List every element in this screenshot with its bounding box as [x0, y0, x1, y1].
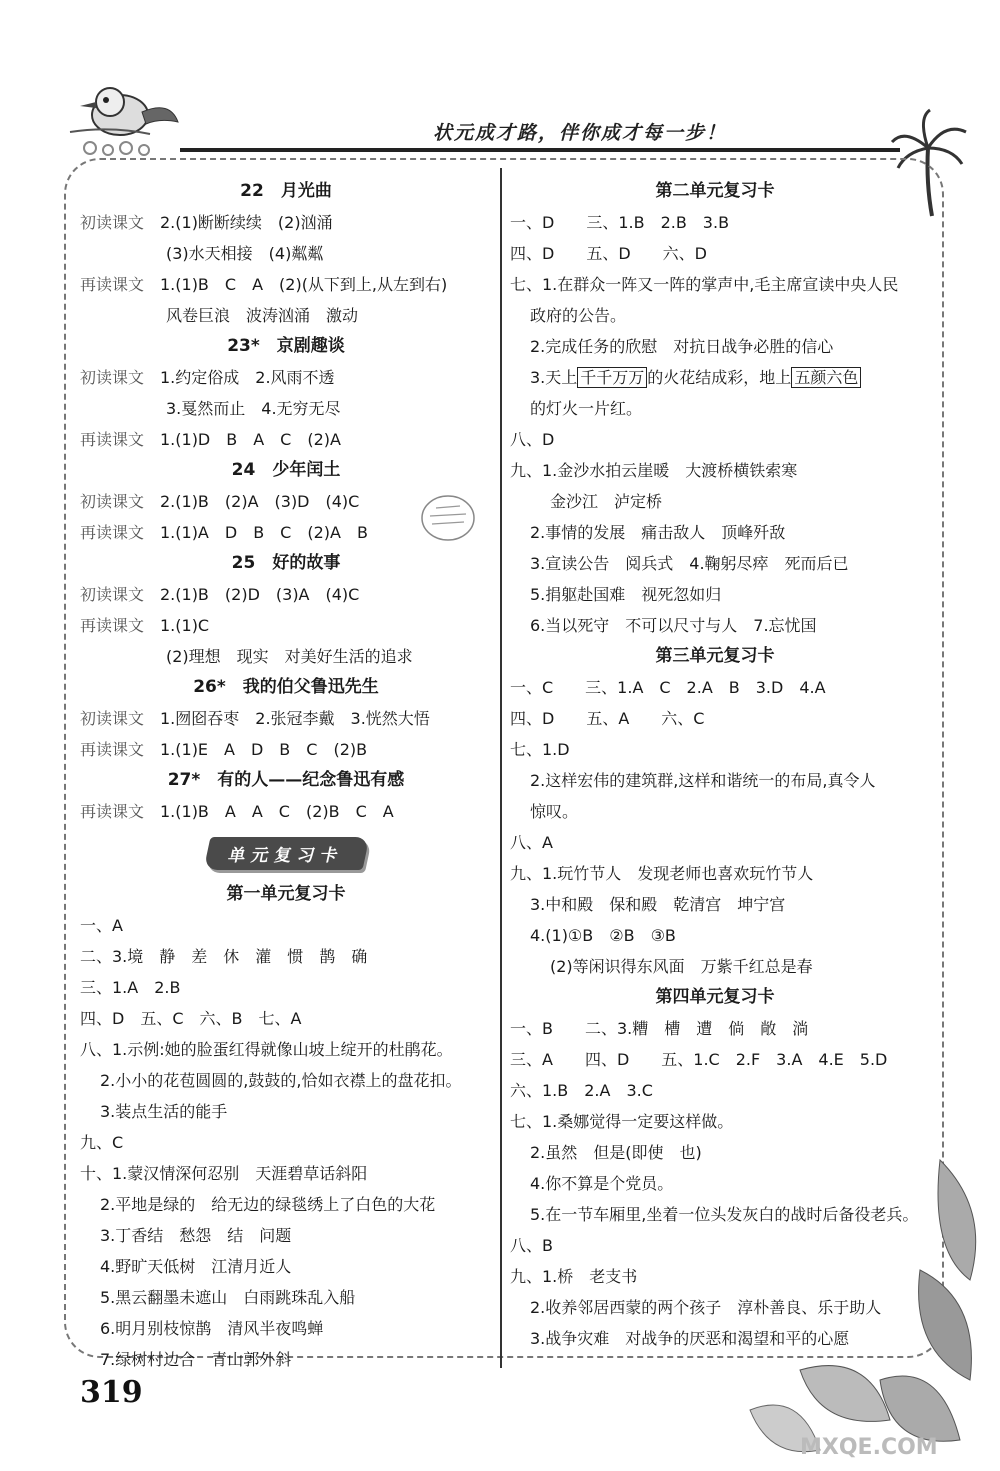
answer-subline: 3.装点生活的能手 [100, 1102, 228, 1121]
header-rule [180, 148, 900, 152]
row-answer: 1.(1)D B A C (2)A [160, 430, 341, 449]
answer-line: 一、D 三、1.B 2.B 3.B [510, 213, 730, 232]
section-title: 25 好的故事 [231, 553, 341, 573]
answer-subline: 4.野旷天低树 江清月近人 [100, 1257, 292, 1276]
answer-row [80, 796, 492, 827]
answer-line: 九、1.金沙水拍云崖暖 大渡桥横铁索寒 [510, 461, 798, 480]
answer-subline: 3.丁香结 愁怨 结 问题 [100, 1226, 292, 1245]
answer-subline: 6.当以死守 不可以尺寸与人 7.忘忧国 [530, 616, 817, 635]
row-answer: 1.囫囵吞枣 2.张冠李戴 3.恍然大悟 [160, 709, 430, 728]
answer-continuation: 风卷巨浪 波涛汹涌 激动 [166, 306, 359, 325]
answer-row [80, 207, 492, 238]
answer-line: 八、B [510, 1236, 553, 1255]
boxed-phrase: 千千万万 [577, 367, 647, 388]
row-answer: 1.约定俗成 2.风雨不透 [160, 368, 335, 387]
row-answer: 2.(1)B (2)D (3)A (4)C [160, 585, 360, 604]
header-motto: 状元成才路，伴你成才每一步！ [432, 122, 727, 144]
column-divider [500, 168, 502, 1368]
row-answer: 2.(1)断断续续 (2)汹涌 [160, 213, 333, 232]
row-label: 初读课文 [80, 585, 145, 604]
section-banner-label: 单元复习卡 [203, 837, 369, 870]
answer-line: 九、C [80, 1133, 124, 1152]
row-answer: 1.(1)B C A (2)(从下到上,从左到右) [160, 275, 448, 294]
answer-subline: 金沙江 泸定桥 [550, 492, 663, 511]
row-label: 再读课文 [80, 430, 145, 449]
row-answer: 1.(1)C [160, 616, 210, 635]
answer-subline: 5.在一节车厢里,坐着一位头发灰白的战时后备役老兵。 [530, 1205, 919, 1224]
boxed-phrase: 五颜六色 [791, 367, 861, 388]
row-label: 再读课文 [80, 616, 145, 635]
section-title: 26* 我的伯父鲁迅先生 [193, 677, 379, 697]
page-number: 319 [80, 1375, 143, 1410]
section-title: 第三单元复习卡 [655, 646, 775, 666]
section-title: 27* 有的人——纪念鲁迅有感 [167, 770, 405, 790]
answer-subline: 2.完成任务的欣慰 对抗日战争必胜的信心 [530, 337, 834, 356]
leaves-decoration-icon [740, 1150, 990, 1470]
answer-line: 八、D [510, 430, 555, 449]
answer-line: 七、1.桑娜觉得一定要这样做。 [510, 1112, 734, 1131]
answer-subline: 4.你不算是个党员。 [530, 1174, 674, 1193]
row-label: 初读课文 [80, 492, 145, 511]
answer-subline: 6.明月别枝惊鹊 清风半夜鸣蝉 [100, 1319, 324, 1338]
answer-subline: 3.宣读公告 阅兵式 4.鞠躬尽瘁 死而后已 [530, 554, 849, 573]
answer-subline: 2.虽然 但是(即使 也) [530, 1143, 702, 1162]
row-label: 初读课文 [80, 368, 145, 387]
answer-continuation: 3.戛然而止 4.无穷无尽 [166, 399, 341, 418]
answer-line: 四、D 五、A 六、C [510, 709, 705, 728]
row-label: 再读课文 [80, 275, 145, 294]
left-column [80, 176, 492, 1375]
row-label: 再读课文 [80, 740, 145, 759]
answer-line: 三、A 四、D 五、1.C 2.F 3.A 4.E 5.D [510, 1050, 888, 1069]
section-banner [80, 827, 492, 879]
answer-subline: 4.(1)①B ②B ③B [530, 926, 676, 945]
row-label: 再读课文 [80, 523, 145, 542]
answer-continuation: (3)水天相接 (4)粼粼 [166, 244, 324, 263]
stamp-icon [418, 488, 478, 548]
answer-subline: 2.事情的发展 痛击敌人 顶峰歼敌 [530, 523, 786, 542]
boxed-mid: 的火花结成彩，地上 [647, 368, 792, 387]
section-title: 24 少年闰土 [231, 460, 341, 480]
answer-subline: 2.小小的花苞圆圆的,鼓鼓的,恰如衣襟上的盘花扣。 [100, 1071, 462, 1090]
answer-subline: 5.捐躯赴国难 视死忽如归 [530, 585, 722, 604]
answer-subline: (2)等闲识得东风面 万紫千红总是春 [550, 957, 813, 976]
answer-line: 三、1.A 2.B [80, 978, 181, 997]
answer-line: 六、1.B 2.A 3.C [510, 1081, 653, 1100]
answer-subline: 2.这样宏伟的建筑群,这样和谐统一的布局,真令人 [530, 771, 876, 790]
row-label: 初读课文 [80, 213, 145, 232]
answer-subline-boxed [510, 362, 920, 393]
answer-line: 九、1.桥 老支书 [510, 1267, 638, 1286]
answer-line: 一、A [80, 916, 123, 935]
row-label: 再读课文 [80, 802, 145, 821]
answer-row [80, 579, 492, 610]
answer-subline: 3.中和殿 保和殿 乾清宫 坤宁宫 [530, 895, 786, 914]
answer-line: 八、1.示例:她的脸蛋红得就像山坡上绽开的杜鹃花。 [80, 1040, 453, 1059]
answer-line: 二、3.境 静 差 休 灌 惯 鹊 确 [80, 947, 368, 966]
row-answer: 1.(1)A D B C (2)A B [160, 523, 368, 542]
answer-row [80, 734, 492, 765]
answer-line: 一、C 三、1.A C 2.A B 3.D 4.A [510, 678, 826, 697]
section-title: 第四单元复习卡 [655, 987, 775, 1007]
answer-line: 四、D 五、C 六、B 七、A [80, 1009, 302, 1028]
answer-subline: 2.平地是绿的 给无边的绿毯绣上了白色的大花 [100, 1195, 436, 1214]
answer-row [80, 269, 492, 300]
answer-line: 七、1.在群众一阵又一阵的掌声中,毛主席宣读中央人民 [510, 275, 899, 294]
bird-logo-icon [50, 70, 190, 165]
answer-subline: 的灯火一片红。 [530, 399, 643, 418]
answer-line: 七、1.D [510, 740, 570, 759]
watermark-text: MXQE.COM [800, 1435, 938, 1460]
section-title: 第二单元复习卡 [655, 181, 775, 201]
answer-line: 十、1.蒙汉情深何忍别 天涯碧草话斜阳 [80, 1164, 368, 1183]
row-answer: 2.(1)B (2)A (3)D (4)C [160, 492, 360, 511]
section-title: 22 月光曲 [240, 181, 332, 201]
boxed-pre: 3.天上 [530, 368, 578, 387]
answer-row [80, 610, 492, 641]
section-title: 23* 京剧趣谈 [227, 336, 345, 356]
row-answer: 1.(1)B A A C (2)B C A [160, 802, 394, 821]
section-title: 第一单元复习卡 [226, 884, 346, 904]
answer-subline: 7.绿树村边合 青山郭外斜 [100, 1350, 292, 1369]
answer-subline: 3.战争灾难 对战争的厌恶和渴望和平的心愿 [530, 1329, 850, 1348]
answer-line: 八、A [510, 833, 553, 852]
answer-subline: 2.收养邻居西蒙的两个孩子 淳朴善良、乐于助人 [530, 1298, 882, 1317]
answer-subline: 惊叹。 [530, 802, 579, 821]
answer-line: 一、B 二、3.糟 槽 遭 倘 敞 淌 [510, 1019, 809, 1038]
answer-subline: 政府的公告。 [530, 306, 627, 325]
answer-subline: 5.黑云翻墨未遮山 白雨跳珠乱入船 [100, 1288, 356, 1307]
answer-line: 四、D 五、D 六、D [510, 244, 707, 263]
answer-continuation: (2)理想 现实 对美好生活的追求 [166, 647, 413, 666]
answer-line: 九、1.玩竹节人 发现老师也喜欢玩竹节人 [510, 864, 814, 883]
answer-row [80, 703, 492, 734]
row-answer: 1.(1)E A D B C (2)B [160, 740, 368, 759]
answer-row [80, 424, 492, 455]
row-label: 初读课文 [80, 709, 145, 728]
answer-row [80, 362, 492, 393]
